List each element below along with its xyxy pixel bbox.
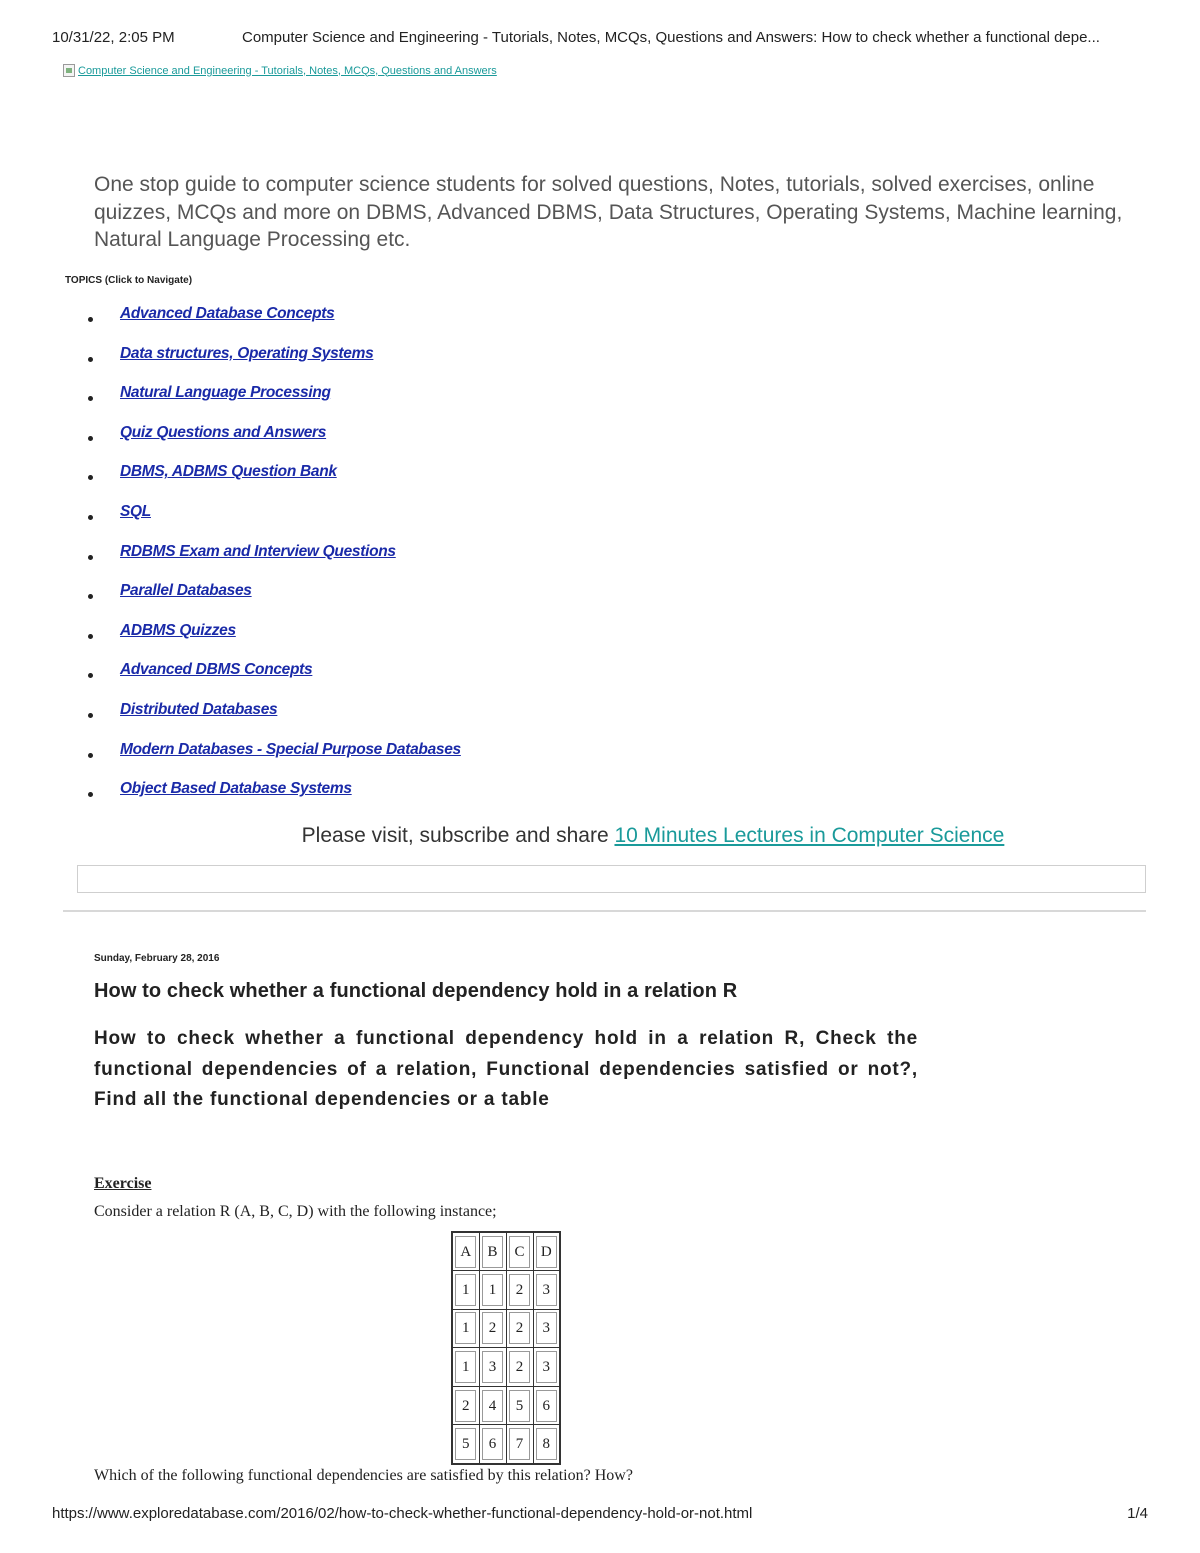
topic-link-parallel-databases[interactable]: Parallel Databases — [120, 582, 252, 600]
table-cell: 3 — [533, 1309, 560, 1348]
table-cell: 1 — [452, 1271, 479, 1310]
table-row — [452, 1425, 560, 1464]
bullet-icon — [88, 515, 93, 520]
topic-link-distributed-databases[interactable]: Distributed Databases — [120, 700, 278, 718]
table-cell: 2 — [479, 1309, 506, 1348]
table-cell: 7 — [506, 1425, 533, 1464]
bullet-icon — [88, 317, 93, 322]
post-date: Sunday, February 28, 2016 — [94, 953, 220, 964]
visit-prefix: Please visit, subscribe and share — [301, 824, 615, 847]
bullet-icon — [88, 594, 93, 599]
site-logo-link[interactable] — [63, 64, 497, 77]
section-divider — [63, 910, 1146, 912]
table-cell: 6 — [533, 1386, 560, 1425]
print-datetime: 10/31/22, 2:05 PM — [52, 29, 175, 46]
topic-link-sql[interactable]: SQL — [120, 502, 151, 520]
table-header-row — [452, 1232, 560, 1271]
list-item — [88, 384, 461, 424]
embed-placeholder-box — [77, 865, 1146, 893]
table-row — [452, 1386, 560, 1425]
bullet-icon — [88, 555, 93, 560]
topics-nav-list — [88, 305, 461, 820]
print-url: https://www.exploredatabase.com/2016/02/how-to-check-whether-functional-dependency-hold-or-not.html — [52, 1505, 753, 1522]
table-cell: 2 — [506, 1271, 533, 1310]
exercise-text: Consider a relation R (A, B, C, D) with the following instance; — [94, 1203, 497, 1220]
table-row — [452, 1271, 560, 1310]
list-item — [88, 305, 461, 345]
table-cell: 2 — [452, 1386, 479, 1425]
table-cell: 6 — [479, 1425, 506, 1464]
print-page-number: 1/4 — [1127, 1505, 1148, 1522]
list-item — [88, 661, 461, 701]
bullet-icon — [88, 792, 93, 797]
topic-link-quiz-questions[interactable]: Quiz Questions and Answers — [120, 423, 327, 441]
relation-instance-table — [451, 1231, 561, 1465]
broken-image-icon — [63, 64, 75, 77]
table-cell: 3 — [479, 1348, 506, 1387]
column-header: B — [479, 1232, 506, 1271]
table-cell: 2 — [506, 1309, 533, 1348]
table-cell: 8 — [533, 1425, 560, 1464]
lectures-channel-link[interactable]: 10 Minutes Lectures in Computer Science — [614, 824, 1005, 847]
site-tagline: One stop guide to computer science students for solved questions, Notes, tutorials, solved exercises, online quizzes, MCQs and more on DBMS, Advanced DBMS, Data Structures, Operating Systems, Machine learning, Natural Language Processing etc. — [94, 173, 1123, 251]
list-item — [88, 503, 461, 543]
post-title: How to check whether a functional dependency hold in a relation R — [94, 980, 738, 1002]
table-cell: 3 — [533, 1271, 560, 1310]
topic-link-nlp[interactable]: Natural Language Processing — [120, 384, 331, 402]
table-cell: 1 — [452, 1348, 479, 1387]
table-row — [452, 1309, 560, 1348]
column-header: D — [533, 1232, 560, 1271]
bullet-icon — [88, 436, 93, 441]
bullet-icon — [88, 396, 93, 401]
table-cell: 1 — [452, 1309, 479, 1348]
bullet-icon — [88, 713, 93, 718]
post-subtitle: How to check whether a functional dependency hold in a relation R, Check the functional dependencies of a relation, Functional dependencies satisfied or not?, Find all the functional dependencies or a table — [94, 1028, 918, 1110]
list-item — [88, 345, 461, 385]
print-footer — [52, 1505, 1148, 1525]
column-header: A — [452, 1232, 479, 1271]
topic-link-modern-databases[interactable]: Modern Databases - Special Purpose Databases — [120, 740, 461, 758]
topic-link-object-based-databases[interactable]: Object Based Database Systems — [120, 780, 352, 798]
list-item — [88, 741, 461, 781]
list-item — [88, 780, 461, 820]
table-cell: 5 — [452, 1425, 479, 1464]
topic-link-advanced-dbms-concepts[interactable]: Advanced DBMS Concepts — [120, 661, 313, 679]
print-page-title: Computer Science and Engineering - Tutorials, Notes, MCQs, Questions and Answers: How to check whether a functional depe... — [242, 29, 1100, 46]
topic-link-data-structures-os[interactable]: Data structures, Operating Systems — [120, 344, 374, 362]
list-item — [88, 463, 461, 503]
bullet-icon — [88, 753, 93, 758]
topic-link-question-bank[interactable]: DBMS, ADBMS Question Bank — [120, 463, 337, 481]
column-header: C — [506, 1232, 533, 1271]
list-item — [88, 701, 461, 741]
table-row — [452, 1348, 560, 1387]
bullet-icon — [88, 475, 93, 480]
exercise-question: Which of the following functional dependencies are satisfied by this relation? How? — [94, 1467, 633, 1484]
table-cell: 2 — [506, 1348, 533, 1387]
table-cell: 3 — [533, 1348, 560, 1387]
list-item — [88, 622, 461, 662]
list-item — [88, 424, 461, 464]
bullet-icon — [88, 634, 93, 639]
bullet-icon — [88, 357, 93, 362]
table-cell: 4 — [479, 1386, 506, 1425]
bullet-icon — [88, 673, 93, 678]
list-item — [88, 543, 461, 583]
print-header — [52, 29, 1148, 49]
table-cell: 5 — [506, 1386, 533, 1425]
topic-link-adbms-quizzes[interactable]: ADBMS Quizzes — [120, 621, 236, 639]
table-cell: 1 — [479, 1271, 506, 1310]
topic-link-rdbms-exam[interactable]: RDBMS Exam and Interview Questions — [120, 542, 396, 560]
visit-subscribe-line — [0, 824, 1200, 848]
list-item — [88, 582, 461, 622]
topics-label: TOPICS (Click to Navigate) — [65, 275, 193, 286]
topic-link-advanced-database-concepts[interactable]: Advanced Database Concepts — [120, 305, 335, 322]
exercise-heading: Exercise — [94, 1175, 152, 1192]
site-logo-alt-text[interactable]: Computer Science and Engineering - Tutorials, Notes, MCQs, Questions and Answers — [78, 64, 497, 77]
